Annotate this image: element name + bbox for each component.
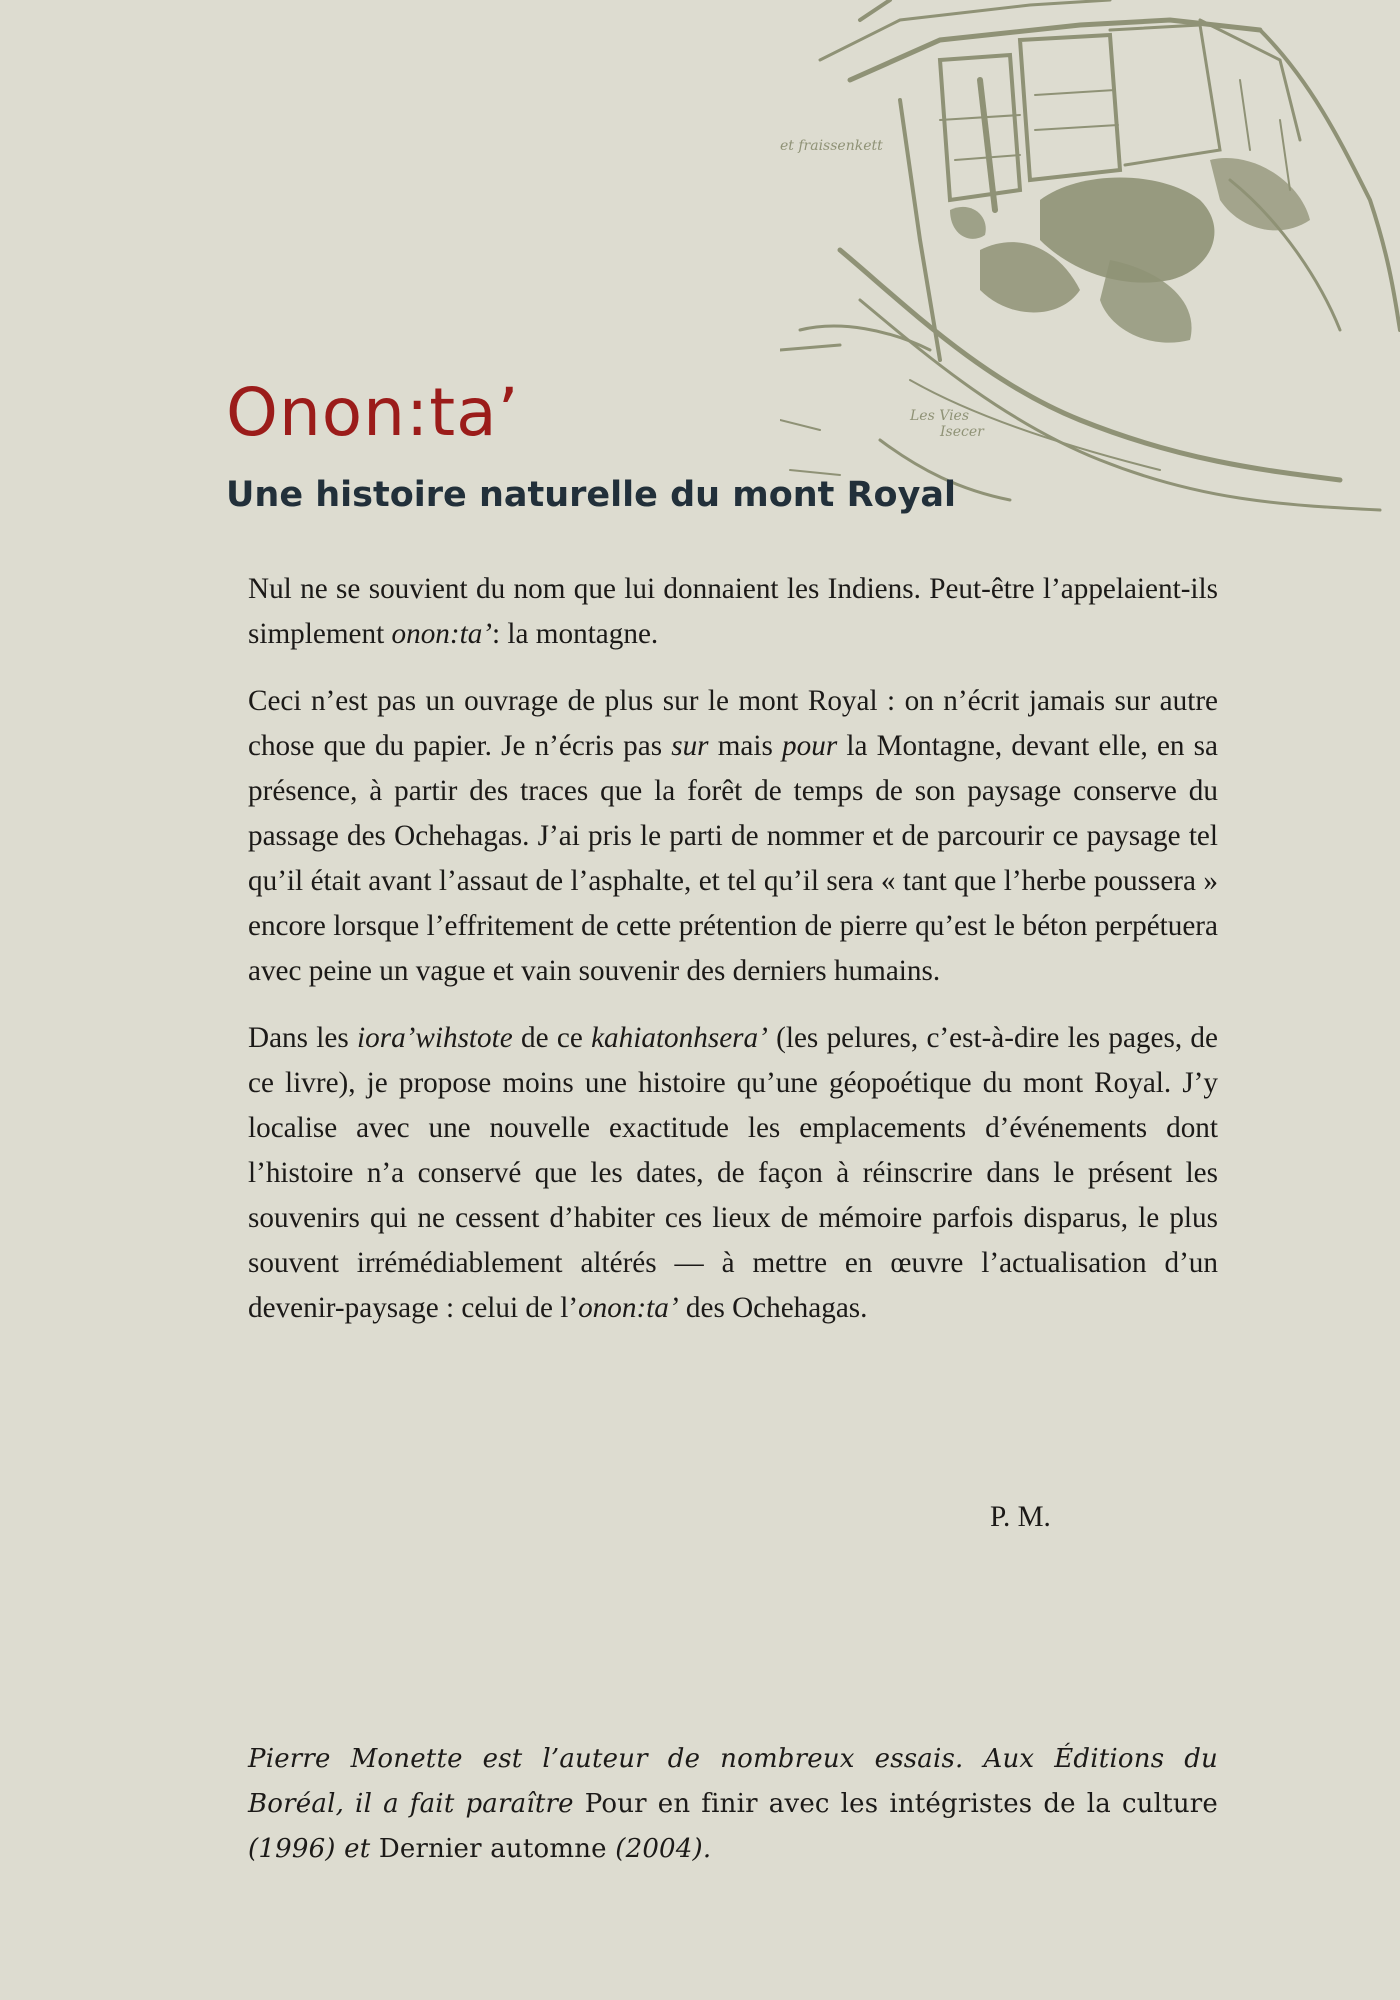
paragraph-3: Dans les iora’wihstote de ce kahiatonhsera’ (les pelures, c’est-à-dire les pages, de ce livre), je propose moins une histoire qu’une géopoétique du mont Royal. J’y localise avec une nouvelle exactitude les emplacements d’événements dont l’histoire n’a conservé que les dates, de façon à réinscrire dans le présent les souvenirs qui ne cessent d’habiter ces lieux de mémoire parfois disparus, le plus souvent irrémédiablement altérés — à mettre en œuvre l’actualisation d’un devenir-paysage : celui de l’onon:ta’ des Ochehagas. <box>248 1022 1218 1324</box>
svg-text:et fraissenkett: et fraissenkett <box>780 138 883 154</box>
paragraph-2: Ceci n’est pas un ouvrage de plus sur le mont Royal : on n’écrit jamais sur autre chose que du papier. Je n’écris pas sur mais pour la Montagne, devant elle, en sa présence, à partir des traces que la forêt de temps de son paysage conserve du passage des Ochehagas. J’ai pris le parti de nommer et de parcourir ce paysage tel qu’il était avant l’assaut de l’asphalte, et tel qu’il sera « tant que l’herbe poussera » encore lorsque l’effritement de cette prétention de pierre qu’est le béton perpétuera avec peine un vague et vain souvenir des derniers humains. <box>248 685 1218 987</box>
author-note: Pierre Monette est l’auteur de nombreux essais. Aux Éditions du Boréal, il a fait paraître Pour en finir avec les intégristes de la culture (1996) et Dernier automne (2004). <box>248 1744 1218 1864</box>
historical-map-illustration <box>780 0 1400 530</box>
book-subtitle: Une histoire naturelle du mont Royal <box>226 475 956 515</box>
svg-text:Les Vies: Les Vies <box>910 408 970 424</box>
signature: P. M. <box>990 1501 1051 1533</box>
svg-text:Isecer: Isecer <box>940 424 984 440</box>
description-text <box>248 567 1218 1353</box>
book-title: Onon:ta’ <box>226 374 520 451</box>
paragraph-1: Nul ne se souvient du nom que lui donnaient les Indiens. Peut-être l’appelaient-ils simplement onon:ta’: la montagne. <box>248 573 1218 650</box>
